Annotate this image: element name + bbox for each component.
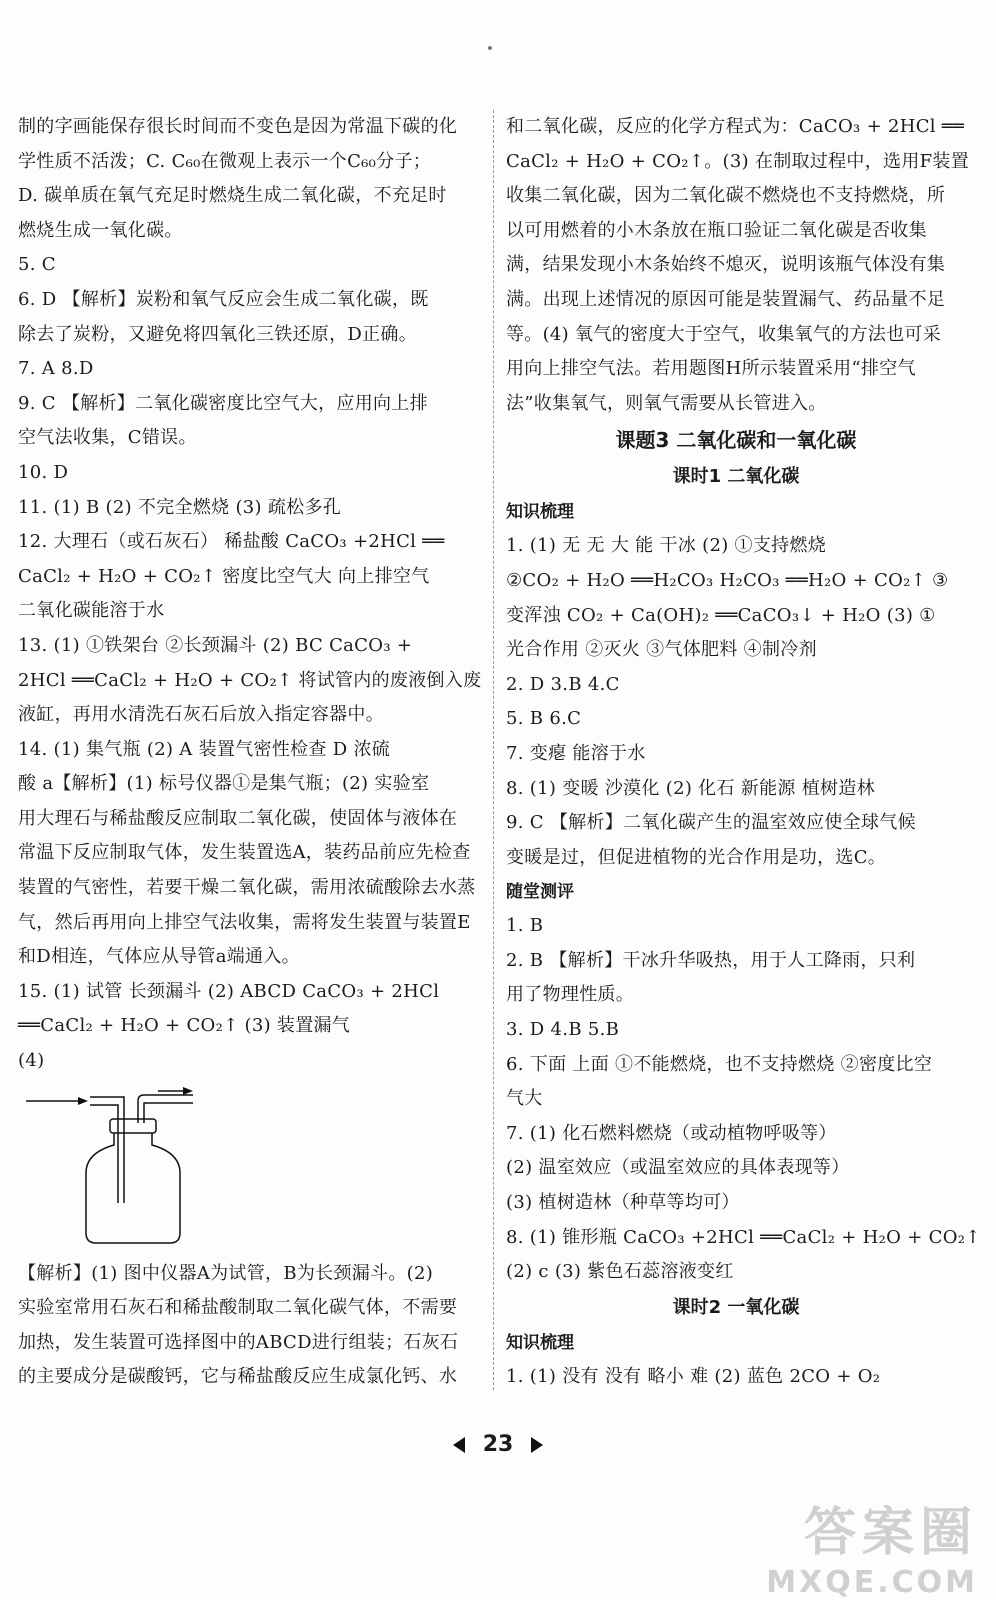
left-column (18, 110, 480, 1395)
text-line: 7. (1) 化石燃料燃烧（或动植物呼吸等） (506, 1122, 837, 1144)
text-line: 燃烧生成一氧化碳。 (18, 219, 183, 241)
text-line: (3) 植树造林（种草等均可） (506, 1192, 740, 1214)
text-line: 装置的气密性，若要干燥二氧化碳，需用浓硫酸除去水蒸 (18, 877, 476, 899)
text-line: 5. C (18, 254, 56, 276)
section-heading-quiz: 随堂测评 (506, 882, 574, 903)
text-line: 12. 大理石（或石灰石） 稀盐酸 CaCO₃ +2HCl ══ (18, 531, 445, 553)
text-line: 气大 (506, 1088, 543, 1110)
text-line: 6. 下面 上面 ①不能燃烧，也不支持燃烧 ②密度比空 (506, 1053, 933, 1075)
text-line: 6. D 【解析】炭粉和氧气反应会生成二氧化碳，既 (18, 288, 429, 310)
watermark-line2: MXQE.COM (766, 1565, 978, 1600)
text-line: 10. D (18, 461, 69, 483)
text-line: 以可用燃着的小木条放在瓶口验证二氧化碳是否收集 (506, 219, 927, 241)
stopper (110, 1119, 156, 1133)
text-line: 加热，发生装置可选择图中的ABCD进行组装；石灰石 (18, 1331, 459, 1353)
text-line: 8. (1) 锥形瓶 CaCO₃ +2HCl ══CaCl₂ + H₂O + CO₂↑ (506, 1226, 981, 1248)
gas-bottle-figure (18, 1083, 480, 1251)
right-top-lines (506, 110, 970, 421)
text-line: 11. (1) B (2) 不完全燃烧 (3) 疏松多孔 (18, 496, 342, 518)
text-line: 变暖是过，但促进植物的光合作用是功，选C。 (506, 846, 887, 868)
section-heading-knowledge: 知识梳理 (506, 502, 574, 523)
section-heading-knowledge-2: 知识梳理 (506, 1332, 574, 1353)
right-column (506, 110, 981, 1394)
text-line: 13. (1) ①铁架台 ②长颈漏斗 (2) BC CaCO₃ + (18, 634, 413, 656)
lesson1-heading: 课时1 二氧化碳 (672, 466, 800, 488)
text-line: 1. (1) 无 无 大 能 干冰 (2) ①支持燃烧 (506, 535, 827, 557)
text-line: ══CaCl₂ + H₂O + CO₂↑ (3) 装置漏气 (18, 1015, 351, 1037)
inflow-arrow-head (78, 1097, 88, 1105)
prev-page-arrow-icon[interactable] (453, 1437, 465, 1453)
text-line: 用向上排空气法。若用题图H所示装置采用“排空气 (506, 358, 916, 380)
watermark-line1: 答案圈 (803, 1503, 978, 1563)
text-line: 1. B (506, 915, 544, 937)
text-line: (4) (18, 1050, 45, 1072)
text-line: 8. (1) 变暖 沙漠化 (2) 化石 新能源 植树造林 (506, 777, 875, 799)
text-line: 14. (1) 集气瓶 (2) A 装置气密性检查 D 浓硫 (18, 738, 391, 760)
page-number: 23 (482, 1432, 514, 1457)
right-section2-lines (506, 909, 981, 1290)
topic-heading: 课题3 二氧化碳和一氧化碳 (615, 428, 857, 453)
text-line: 气，然后再用向上排空气法收集，需将发生装置与装置E (18, 911, 471, 933)
short-tube-inner (144, 1103, 193, 1123)
next-page-arrow-icon[interactable] (531, 1437, 543, 1453)
text-line: CaCl₂ + H₂O + CO₂↑ 密度比空气大 向上排空气 (18, 565, 430, 587)
text-line: 实验室常用石灰石和稀盐酸制取二氧化碳气体，不需要 (18, 1297, 458, 1319)
text-line: 用了物理性质。 (506, 984, 635, 1006)
text-line: 9. C 【解析】二氧化碳产生的温室效应使全球气候 (506, 812, 916, 834)
text-line: 等。(4) 氧气的密度大于空气，收集氧气的方法也可采 (506, 323, 942, 345)
text-line: 和D相连，气体应从导管a端通入。 (18, 946, 300, 968)
text-line: 的主要成分是碳酸钙，它与稀盐酸反应生成氯化钙、水 (18, 1366, 458, 1388)
text-line: 用大理石与稀盐酸反应制取二氧化碳，使固体与液体在 (18, 807, 458, 829)
text-line: 2HCl ══CaCl₂ + H₂O + CO₂↑ 将试管内的废液倒入废 (18, 669, 482, 691)
text-line: (2) c (3) 紫色石蕊溶液变红 (506, 1261, 734, 1283)
text-line: 15. (1) 试管 长颈漏斗 (2) ABCD CaCO₃ + 2HCl (18, 980, 440, 1002)
right-section1-lines (506, 529, 966, 875)
text-line: 二氧化碳能溶于水 (18, 600, 165, 622)
top-dot (488, 46, 492, 50)
left-lines-after (18, 1257, 480, 1395)
left-lines (18, 110, 480, 1079)
text-line: 制的字画能保存很长时间而不变色是因为常温下碳的化 (18, 116, 458, 137)
watermark (766, 1490, 978, 1600)
text-line: CaCl₂ + H₂O + CO₂↑。(3) 在制取过程中，选用F装置 (506, 150, 970, 172)
text-line: 9. C 【解析】二氧化碳密度比空气大，应用向上排 (18, 392, 428, 414)
text-line: 1. (1) 没有 没有 略小 难 (2) 蓝色 2CO + O₂ (506, 1365, 881, 1387)
text-line: 空气法收集，C错误。 (18, 427, 197, 449)
page-footer (0, 1432, 996, 1457)
text-line: 除去了炭粉，又避免将四氧化三铁还原，D正确。 (18, 323, 418, 345)
text-line: D. 碳单质在氧气充足时燃烧生成二氧化碳，不充足时 (18, 185, 447, 207)
long-tube-outer (90, 1097, 124, 1203)
text-line: 【解析】(1) 图中仪器A为试管，B为长颈漏斗。(2) (18, 1262, 434, 1284)
text-line: 5. B 6.C (506, 708, 582, 730)
text-line: 满。出现上述情况的原因可能是装置漏气、药品量不足 (506, 288, 946, 310)
text-line: 和二氧化碳，反应的化学方程式为：CaCO₃ + 2HCl ══ (506, 116, 965, 137)
bottle-body (86, 1133, 180, 1243)
text-line: 满，结果发现小木条始终不熄灭，说明该瓶气体没有集 (506, 254, 946, 276)
text-line: ②CO₂ + H₂O ══H₂CO₃ H₂CO₃ ══H₂O + CO₂↑ ③ (506, 569, 949, 591)
text-line: 7. A 8.D (18, 358, 94, 380)
text-line: (2) 温室效应（或温室效应的具体表现等） (506, 1157, 850, 1179)
text-line: 液缸，再用水清洗石灰石后放入指定容器中。 (18, 704, 384, 726)
gas-bottle-diagram (18, 1083, 318, 1251)
text-line: 2. D 3.B 4.C (506, 673, 620, 695)
text-line: 3. D 4.B 5.B (506, 1019, 620, 1041)
text-line: 法”收集氧气，则氧气需要从长管进入。 (506, 392, 827, 414)
outflow-arrow-head (183, 1087, 193, 1095)
column-divider (493, 110, 494, 1390)
text-line: 光合作用 ②灭火 ③气体肥料 ④制冷剂 (506, 639, 817, 661)
text-line: 酸 a【解析】(1) 标号仪器①是集气瓶；(2) 实验室 (18, 773, 430, 795)
right-section3-lines (506, 1360, 966, 1395)
text-line: 变浑浊 CO₂ + Ca(OH)₂ ══CaCO₃↓ + H₂O (3) ① (506, 604, 936, 626)
text-line: 常温下反应制取气体，发生装置选A，装药品前应先检查 (18, 842, 471, 864)
text-line: 7. 变瘪 能溶于水 (506, 742, 646, 764)
text-line: 2. B 【解析】干冰升华吸热，用于人工降雨，只利 (506, 949, 916, 971)
text-line: 学性质不活泼；C. C₆₀在微观上表示一个C₆₀分子； (18, 150, 432, 172)
lesson2-heading: 课时2 一氧化碳 (672, 1296, 800, 1318)
text-line: 收集二氧化碳，因为二氧化碳不燃烧也不支持燃烧，所 (506, 185, 946, 207)
